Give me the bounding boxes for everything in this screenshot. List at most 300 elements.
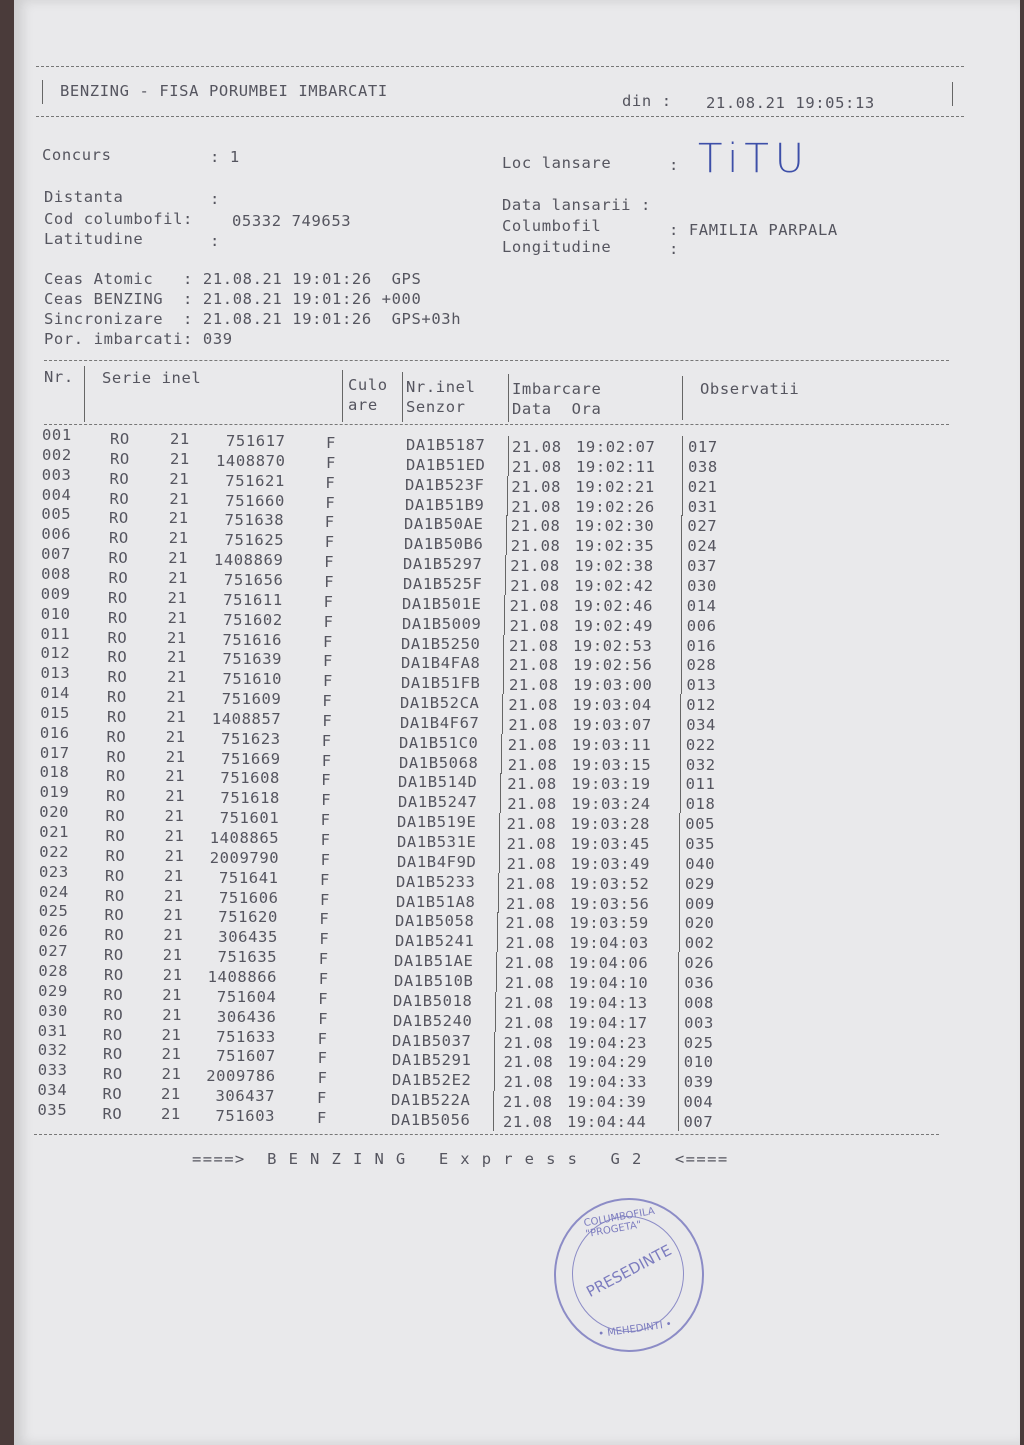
row-observation: 013 <box>686 676 717 694</box>
row-ring-number: 2009786 <box>206 1067 276 1085</box>
row-ring-number: 751611 <box>223 591 283 609</box>
benzing-footer: ====> B E N Z I N G E x p r e s s G 2 <==== <box>192 1150 729 1168</box>
row-time: 19:02:30 <box>574 517 655 535</box>
row-country: RO <box>110 430 130 448</box>
row-date: 21.08 <box>509 617 560 635</box>
row-observation: 037 <box>687 557 717 575</box>
row-sex: F <box>322 692 333 710</box>
header-nr: Nr. <box>44 368 74 386</box>
row-sep-senzor <box>493 1091 494 1111</box>
row-country: RO <box>104 906 125 924</box>
row-observation: 010 <box>683 1053 714 1071</box>
row-sep-imbarcare <box>681 615 682 635</box>
row-sep-senzor <box>500 793 501 813</box>
row-sep-senzor <box>502 694 503 714</box>
row-nr: 012 <box>40 644 71 662</box>
row-sex: F <box>321 732 332 750</box>
association-stamp <box>554 1198 704 1352</box>
row-sex: F <box>324 513 335 531</box>
row-date: 21.08 <box>510 557 560 575</box>
row-sex: F <box>317 1030 328 1048</box>
row-sep-imbarcare <box>680 714 681 734</box>
row-ring-number: 751610 <box>222 670 283 688</box>
row-date: 21.08 <box>503 1073 554 1091</box>
row-sex: F <box>320 851 331 869</box>
row-sensor: DA1B51ED <box>406 456 486 474</box>
row-sex: F <box>325 494 336 512</box>
row-observation: 016 <box>686 637 717 655</box>
concurs-label: Concurs <box>42 146 112 164</box>
row-sex: F <box>324 533 335 551</box>
row-ring-number: 751641 <box>219 869 279 887</box>
row-date: 21.08 <box>510 537 561 555</box>
row-sep-imbarcare <box>678 1051 679 1071</box>
row-observation: 002 <box>684 934 715 952</box>
row-date: 21.08 <box>505 934 556 952</box>
row-nr: 020 <box>39 803 70 821</box>
row-year: 21 <box>167 589 188 607</box>
row-sensor: DA1B519E <box>397 813 477 831</box>
header-bottom-border <box>36 116 964 117</box>
header-imbarcare: Imbarcare <box>512 380 602 398</box>
row-sensor: DA1B5250 <box>401 635 481 653</box>
row-sep-imbarcare <box>681 654 682 674</box>
row-country: RO <box>106 748 127 766</box>
row-time: 19:03:45 <box>570 835 651 853</box>
row-time: 19:02:35 <box>574 537 655 555</box>
row-country: RO <box>103 1006 124 1024</box>
row-sex: F <box>321 752 332 770</box>
row-nr: 025 <box>38 902 69 920</box>
row-sensor: DA1B51A8 <box>396 893 476 911</box>
row-sensor: DA1B5291 <box>392 1051 472 1069</box>
table-bottom-border <box>34 1134 939 1135</box>
row-observation: 021 <box>687 478 718 496</box>
row-sep-imbarcare <box>678 992 679 1012</box>
row-nr: 021 <box>39 823 70 841</box>
row-date: 21.08 <box>506 875 556 893</box>
row-time: 19:04:17 <box>568 1014 648 1032</box>
row-country: RO <box>109 509 129 527</box>
row-date: 21.08 <box>511 478 562 496</box>
row-observation: 004 <box>683 1093 714 1111</box>
stamp-outer-text: COLUMBOFILA "PROGETA" <box>582 1205 656 1241</box>
row-nr: 011 <box>40 625 71 643</box>
row-ring-number: 306436 <box>216 1008 277 1026</box>
row-sep-senzor <box>495 992 496 1012</box>
row-sep-imbarcare <box>682 476 683 496</box>
row-time: 19:02:26 <box>575 498 655 516</box>
row-sep-senzor <box>505 555 506 575</box>
row-observation: 006 <box>686 617 717 635</box>
row-sex: F <box>321 771 332 789</box>
row-observation: 025 <box>683 1034 714 1052</box>
row-year: 21 <box>170 450 190 468</box>
row-date: 21.08 <box>507 775 557 793</box>
row-sep-senzor <box>498 873 499 893</box>
row-country: RO <box>110 450 130 468</box>
row-country: RO <box>104 966 124 984</box>
row-sex: F <box>317 1069 328 1087</box>
row-sensor: DA1B51FB <box>401 674 481 692</box>
row-nr: 019 <box>39 783 70 801</box>
row-sensor: DA1B522A <box>391 1091 471 1109</box>
distanta-label: Distanta <box>44 188 124 206</box>
header-right-bar <box>952 82 953 106</box>
row-sensor: DA1B5056 <box>391 1111 471 1129</box>
row-sep-imbarcare <box>680 773 681 793</box>
row-ring-number: 751660 <box>225 492 285 510</box>
row-date: 21.08 <box>503 1093 553 1111</box>
row-ring-number: 751620 <box>218 908 278 926</box>
row-observation: 007 <box>683 1113 714 1131</box>
row-observation: 032 <box>685 756 716 774</box>
row-observation: 024 <box>687 537 718 555</box>
row-sex: F <box>323 633 333 651</box>
row-nr: 030 <box>38 1002 68 1020</box>
row-sep-senzor <box>493 1111 494 1131</box>
longitudine-value: : <box>669 240 679 258</box>
row-observation: 040 <box>685 855 716 873</box>
row-sep-imbarcare <box>681 555 682 575</box>
row-time: 19:03:56 <box>570 895 650 913</box>
row-sensor: DA1B52E2 <box>392 1071 472 1089</box>
row-sep-imbarcare <box>681 535 682 555</box>
row-nr: 035 <box>37 1101 68 1119</box>
row-date: 21.08 <box>509 637 559 655</box>
row-country: RO <box>106 767 126 785</box>
row-country: RO <box>108 569 129 587</box>
row-time: 19:03:00 <box>573 676 653 694</box>
row-sep-imbarcare <box>679 813 680 833</box>
columbofil-value: : FAMILIA PARPALA <box>669 221 838 239</box>
latitudine-label: Latitudine <box>44 230 144 248</box>
cod-columbofil-value: 05332 749653 <box>232 212 352 230</box>
row-date: 21.08 <box>507 756 558 774</box>
row-ring-number: 751623 <box>221 730 281 748</box>
row-country: RO <box>109 470 130 488</box>
row-sensor: DA1B51C0 <box>399 734 479 752</box>
row-country: RO <box>102 1105 123 1123</box>
row-time: 19:02:21 <box>575 478 655 496</box>
row-time: 19:04:10 <box>568 974 649 992</box>
row-sep-senzor <box>499 853 500 873</box>
row-observation: 005 <box>685 815 716 833</box>
row-year: 21 <box>167 648 187 666</box>
row-nr: 001 <box>42 426 72 444</box>
row-country: RO <box>105 827 126 845</box>
row-ring-number: 751606 <box>219 889 279 907</box>
row-sex: F <box>325 474 336 492</box>
row-time: 19:04:23 <box>567 1034 648 1052</box>
row-year: 21 <box>164 887 184 905</box>
loc-lansare-value: : <box>669 156 679 174</box>
row-sex: F <box>322 712 333 730</box>
row-ring-number: 751603 <box>215 1107 276 1125</box>
row-observation: 003 <box>684 1014 714 1032</box>
latitudine-value: : <box>210 232 220 250</box>
row-nr: 027 <box>38 942 69 960</box>
row-nr: 008 <box>41 565 71 583</box>
header-senzor: Senzor <box>406 398 466 416</box>
row-nr: 017 <box>39 744 70 762</box>
row-year: 21 <box>162 1006 183 1024</box>
row-country: RO <box>108 589 128 607</box>
row-date: 21.08 <box>505 914 556 932</box>
row-ring-number: 751618 <box>220 789 280 807</box>
header-serie-inel: Serie inel <box>102 369 202 387</box>
row-sex: F <box>320 831 331 849</box>
row-date: 21.08 <box>503 1113 553 1131</box>
row-year: 21 <box>161 1065 182 1083</box>
row-country: RO <box>107 668 128 686</box>
row-sep-senzor <box>506 515 507 535</box>
row-year: 21 <box>167 629 187 647</box>
row-sep-imbarcare <box>682 436 683 456</box>
row-sep-imbarcare <box>679 833 680 853</box>
row-sex: F <box>319 910 330 928</box>
row-time: 19:03:28 <box>570 815 651 833</box>
row-sep-senzor <box>496 952 497 972</box>
row-sex: F <box>324 573 335 591</box>
row-ring-number: 751608 <box>220 769 280 787</box>
row-observation: 014 <box>686 597 717 615</box>
row-date: 21.08 <box>510 577 560 595</box>
row-date: 21.08 <box>508 696 559 714</box>
row-sep-imbarcare <box>678 1111 679 1131</box>
row-sex: F <box>326 434 336 452</box>
row-sex: F <box>324 553 335 571</box>
row-year: 21 <box>168 549 189 567</box>
row-year: 21 <box>165 728 186 746</box>
row-year: 21 <box>166 708 187 726</box>
row-time: 19:04:29 <box>567 1053 648 1071</box>
row-sensor: DA1B514D <box>398 773 478 791</box>
row-ring-number: 751609 <box>221 690 282 708</box>
row-country: RO <box>107 708 127 726</box>
row-observation: 039 <box>683 1073 714 1091</box>
row-date: 21.08 <box>511 498 562 516</box>
data-lansarii-label: Data lansarii : <box>502 196 651 214</box>
row-sex: F <box>320 871 330 889</box>
row-sep-senzor <box>494 1071 495 1091</box>
row-year: 21 <box>169 470 190 488</box>
row-sep-senzor <box>504 615 505 635</box>
row-observation: 017 <box>688 438 718 456</box>
row-country: RO <box>103 1065 123 1083</box>
row-ring-number: 751604 <box>216 988 277 1006</box>
row-country: RO <box>103 1045 123 1063</box>
row-date: 21.08 <box>503 1034 554 1052</box>
row-nr: 026 <box>38 922 69 940</box>
document-page <box>14 0 1020 1445</box>
row-year: 21 <box>164 847 185 865</box>
col-sep-nr <box>84 366 85 422</box>
row-time: 19:04:06 <box>568 954 649 972</box>
row-sensor: DA1B531E <box>397 833 477 851</box>
row-ring-number: 1408866 <box>207 968 278 986</box>
row-country: RO <box>105 867 125 885</box>
row-date: 21.08 <box>506 835 557 853</box>
row-sensor: DA1B510B <box>394 972 474 990</box>
row-ring-number: 1408869 <box>213 551 284 569</box>
row-sex: F <box>321 791 332 809</box>
col-sep-senzor <box>508 374 509 422</box>
row-year: 21 <box>161 1105 181 1123</box>
row-nr: 034 <box>37 1081 68 1099</box>
row-sex: F <box>323 593 334 611</box>
row-sep-senzor <box>503 635 504 655</box>
row-time: 19:02:56 <box>573 656 653 674</box>
row-sep-imbarcare <box>680 754 681 774</box>
row-nr: 013 <box>40 664 71 682</box>
row-year: 21 <box>162 946 183 964</box>
row-nr: 024 <box>39 883 69 901</box>
row-sep-imbarcare <box>678 972 679 992</box>
row-sensor: DA1B5233 <box>396 873 476 891</box>
row-sensor: DA1B525F <box>403 575 483 593</box>
row-sep-imbarcare <box>678 1071 679 1091</box>
row-country: RO <box>107 648 128 666</box>
row-time: 19:02:46 <box>573 597 654 615</box>
row-sensor: DA1B4FA8 <box>401 654 481 672</box>
row-date: 21.08 <box>504 1014 554 1032</box>
row-nr: 007 <box>41 545 71 563</box>
row-ring-number: 1408870 <box>216 452 286 470</box>
row-ring-number: 1408865 <box>209 829 280 847</box>
row-nr: 032 <box>37 1041 68 1059</box>
row-sep-senzor <box>495 1012 496 1032</box>
row-nr: 014 <box>40 684 70 702</box>
row-sep-imbarcare <box>682 456 683 476</box>
row-sensor: DA1B501E <box>402 595 482 613</box>
row-sep-senzor <box>502 714 503 734</box>
row-sep-senzor <box>500 773 501 793</box>
loc-lansare-label: Loc lansare <box>502 154 612 172</box>
date-value: 21.08.21 19:05:13 <box>706 94 875 112</box>
row-date: 21.08 <box>504 974 555 992</box>
row-sep-imbarcare <box>681 595 682 615</box>
row-country: RO <box>109 490 130 508</box>
row-year: 21 <box>167 668 187 686</box>
row-sensor: DA1B5058 <box>395 912 475 930</box>
row-sensor: DA1B5009 <box>402 615 482 633</box>
row-year: 21 <box>162 986 183 1004</box>
row-time: 19:04:33 <box>567 1073 648 1091</box>
row-sex: F <box>317 1089 327 1107</box>
cod-columbofil-label: Cod columbofil: <box>44 210 193 228</box>
row-sep-imbarcare <box>678 952 679 972</box>
row-sep-imbarcare <box>678 1012 679 1032</box>
row-country: RO <box>105 887 125 905</box>
row-ring-number: 751621 <box>225 472 285 490</box>
row-sex: F <box>320 811 331 829</box>
loc-lansare-handwritten: TiTU <box>698 136 811 182</box>
ceas-atomic-line: Ceas Atomic : 21.08.21 19:01:26 GPS <box>44 270 422 288</box>
row-sep-senzor <box>501 754 502 774</box>
row-time: 19:02:49 <box>573 617 654 635</box>
row-sep-senzor <box>508 456 509 476</box>
row-ring-number: 306437 <box>215 1087 276 1105</box>
row-nr: 010 <box>40 605 71 623</box>
row-date: 21.08 <box>509 676 559 694</box>
row-date: 21.08 <box>504 954 555 972</box>
row-country: RO <box>105 807 126 825</box>
row-time: 19:02:53 <box>573 637 653 655</box>
row-sex: F <box>318 1010 329 1028</box>
porumbei-imbarcati-line: Por. imbarcati: 039 <box>44 330 233 348</box>
row-date: 21.08 <box>507 795 557 813</box>
row-date: 21.08 <box>510 517 561 535</box>
row-sep-senzor <box>497 912 498 932</box>
row-year: 21 <box>164 807 185 825</box>
row-year: 21 <box>165 767 186 785</box>
row-country: RO <box>106 787 126 805</box>
row-sensor: DA1B523F <box>405 476 485 494</box>
table-header-top-border <box>44 360 949 361</box>
row-sep-imbarcare <box>680 694 681 714</box>
row-sex: F <box>318 990 329 1008</box>
row-sep-imbarcare <box>679 853 680 873</box>
row-sep-senzor <box>498 893 499 913</box>
row-ring-number: 751625 <box>224 531 285 549</box>
row-time: 19:02:11 <box>576 458 656 476</box>
row-sensor: DA1B5240 <box>393 1012 473 1030</box>
row-ring-number: 2009790 <box>209 849 280 867</box>
row-observation: 022 <box>685 736 716 754</box>
row-sensor: DA1B51B9 <box>405 496 485 514</box>
row-sex: F <box>323 652 333 670</box>
row-sep-senzor <box>499 833 500 853</box>
row-nr: 015 <box>40 704 70 722</box>
stamp-bottom-text: • MEHEDINTI • <box>597 1318 673 1341</box>
row-sensor: DA1B50AE <box>404 515 484 533</box>
row-observation: 011 <box>685 775 716 793</box>
row-ring-number: 751656 <box>223 571 284 589</box>
row-year: 21 <box>169 490 190 508</box>
row-sensor: DA1B5187 <box>406 436 486 454</box>
row-nr: 018 <box>39 763 70 781</box>
row-observation: 020 <box>684 914 715 932</box>
row-country: RO <box>108 609 128 627</box>
row-year: 21 <box>164 827 185 845</box>
row-nr: 009 <box>40 585 71 603</box>
row-date: 21.08 <box>507 736 558 754</box>
row-sensor: DA1B5297 <box>403 555 483 573</box>
row-sep-imbarcare <box>679 893 680 913</box>
row-year: 21 <box>163 926 184 944</box>
row-ring-number: 751601 <box>219 809 280 827</box>
row-observation: 012 <box>686 696 716 714</box>
row-date: 21.08 <box>506 895 556 913</box>
row-time: 19:03:52 <box>570 875 650 893</box>
row-country: RO <box>105 847 126 865</box>
row-year: 21 <box>168 509 189 527</box>
row-ring-number: 751639 <box>222 650 283 668</box>
row-country: RO <box>108 549 129 567</box>
row-sep-imbarcare <box>678 1091 679 1111</box>
row-sep-senzor <box>497 932 498 952</box>
row-time: 19:03:15 <box>571 756 652 774</box>
row-observation: 029 <box>685 875 715 893</box>
row-nr: 031 <box>37 1022 68 1040</box>
row-date: 21.08 <box>512 458 562 476</box>
row-ring-number: 751633 <box>216 1028 276 1046</box>
row-country: RO <box>102 1085 123 1103</box>
row-time: 19:03:19 <box>571 775 651 793</box>
row-time: 19:04:44 <box>567 1113 647 1131</box>
row-nr: 016 <box>39 724 70 742</box>
